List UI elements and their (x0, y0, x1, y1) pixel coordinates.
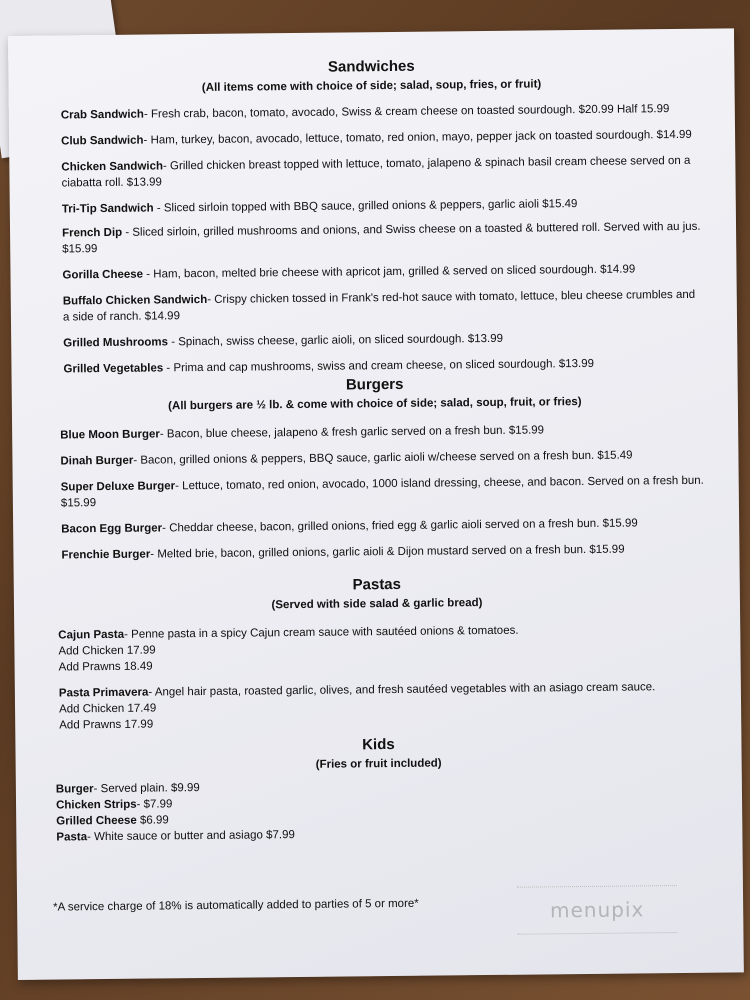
menu-item-crab-sandwich: Crab Sandwich- Fresh crab, bacon, tomato, avocado, Swiss & cream cheese on toasted sourdough. $20.99 Half 15.99 (60, 103, 670, 122)
menu-item-super-deluxe-burger: Super Deluxe Burger- Lettuce, tomato, red onion, avocado, 1000 island dressing, cheese, and bacon. Served on a fresh bun. $15.99 (60, 474, 704, 510)
menu-item-kids-burger: Burger- Served plain. $9.99 (55, 782, 200, 796)
sandwiches-title: Sandwiches (327, 57, 415, 76)
menupix-watermark: menupix (517, 885, 677, 935)
service-charge-footnote: *A service charge of 18% is automatically added to parties of 5 or more* (53, 897, 419, 914)
burgers-list (12, 420, 739, 564)
pasta-primavera-add-prawns: Add Prawns 17.99 (59, 718, 154, 732)
menu-item-grilled-vegetables: Grilled Vegetables - Prima and cap mushrooms, swiss and cream cheese, on sliced sourdough. $13.99 (63, 357, 595, 376)
pastas-title: Pastas (352, 575, 402, 594)
sandwiches-section (8, 54, 734, 97)
cajun-pasta-add-chicken: Add Chicken 17.99 (58, 644, 156, 658)
menu-sheet (8, 28, 744, 980)
kids-section (15, 732, 741, 775)
burgers-section (12, 372, 738, 415)
menu-item-buffalo-chicken-sandwich: Buffalo Chicken Sandwich- Crispy chicken tossed in Frank's red-hot sauce with tomato, lettuce, bleu cheese crumbles and a side of ranch. $14.99 (62, 288, 696, 324)
kids-title: Kids (362, 735, 395, 754)
menu-item-tri-tip-sandwich: Tri-Tip Sandwich - Sliced sirloin topped with BBQ sauce, grilled onions & peppers, garlic aioli $15.49 (61, 198, 578, 216)
menu-item-kids-pasta: Pasta- White sauce or butter and asiago $7.99 (56, 829, 295, 844)
cajun-pasta-add-prawns: Add Prawns 18.49 (58, 660, 153, 674)
menu-item-frenchie-burger: Frenchie Burger- Melted brie, bacon, grilled onions, garlic aioli & Dijon mustard served on a fresh bun. $15.99 (61, 543, 625, 562)
sandwiches-list (9, 100, 738, 378)
pasta-primavera-add-chicken: Add Chicken 17.49 (58, 702, 157, 716)
menu-item-blue-moon-burger: Blue Moon Burger- Bacon, blue cheese, jalapeno & fresh garlic served on a fresh bun. $15.99 (60, 424, 545, 442)
kids-note: (Fries or fruit included) (315, 757, 442, 771)
burgers-title: Burgers (345, 375, 404, 394)
sandwiches-note: (All items come with choice of side; salad, soup, fries, or fruit) (201, 78, 542, 94)
menu-item-cajun-pasta: Cajun Pasta- Penne pasta in a spicy Cajun cream sauce with sautéed onions & tomatoes. Add Chicken 17.99 Add Prawns 18.49 (58, 620, 740, 675)
kids-list (16, 774, 743, 846)
pastas-section (14, 572, 740, 615)
menu-item-club-sandwich: Club Sandwich- Ham, turkey, bacon, avocado, lettuce, tomato, red onion, mayo, pepper jack on toasted sourdough. $14.99 (61, 128, 692, 148)
menu-item-kids-chicken-strips: Chicken Strips- $7.99 (55, 798, 173, 812)
menu-item-french-dip: French Dip - Sliced sirloin, grilled mushrooms and onions, and Swiss cheese on a toasted & buttered roll. Served with au jus. $15.99 (62, 220, 701, 256)
menu-item-pasta-primavera: Pasta Primavera- Angel hair pasta, roasted garlic, olives, and fresh sautéed vegetables with an asiago cream sauce. Add Chicken 17.49 Add Prawns 17.99 (59, 678, 741, 733)
menu-item-dinah-burger: Dinah Burger- Bacon, grilled onions & peppers, BBQ sauce, garlic aioli w/cheese served on a fresh bun. $15.49 (60, 449, 633, 468)
menu-item-kids-grilled-cheese: Grilled Cheese $6.99 (56, 814, 169, 828)
menu-item-grilled-mushrooms: Grilled Mushrooms - Spinach, swiss cheese, garlic aioli, on sliced sourdough. $13.99 (63, 332, 504, 350)
burgers-note: (All burgers are ½ lb. & come with choice of side; salad, soup, fruit, or fries) (168, 396, 582, 413)
menu-item-chicken-sandwich: Chicken Sandwich- Grilled chicken breast topped with lettuce, tomato, jalapeno & spinach basil cream cheese served on a ciabatta roll. $13.99 (61, 154, 691, 190)
menu-item-bacon-egg-burger: Bacon Egg Burger- Cheddar cheese, bacon, grilled onions, fried egg & garlic aioli served on a fresh bun. $15.99 (61, 517, 638, 536)
menu-item-gorilla-cheese: Gorilla Cheese - Ham, bacon, melted brie cheese with apricot jam, grilled & served on sliced sourdough. $14.99 (62, 263, 636, 282)
pastas-note: (Served with side salad & garlic bread) (271, 597, 483, 612)
pastas-list (14, 620, 741, 734)
